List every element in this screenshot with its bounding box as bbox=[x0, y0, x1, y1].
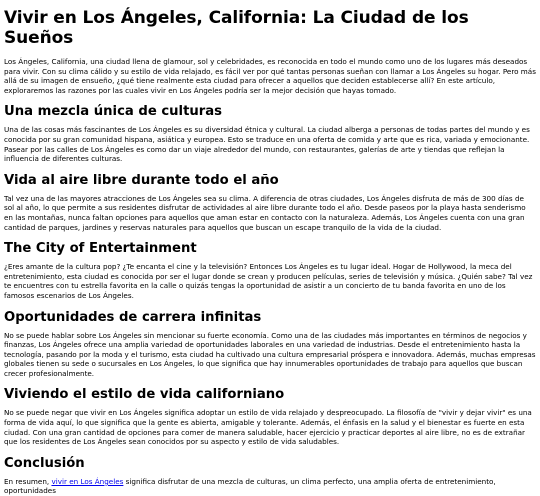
conclusion-text-before-link: En resumen, bbox=[4, 476, 52, 486]
living-in-la-link[interactable]: vivir en Los Ángeles bbox=[51, 476, 124, 486]
section-body-conclusion bbox=[4, 477, 536, 496]
section-heading-entertainment: The City of Entertainment bbox=[4, 241, 197, 257]
section-heading-career: Oportunidades de carrera infinitas bbox=[4, 309, 262, 325]
intro-paragraph: Los Ángeles, California, una ciudad llena de glamour, sol y celebridades, es reconocida en todo el mundo como uno de los lugares más deseados para vivir. Con su clima cálido y su estilo de vida relajado, es fácil ver por qué tantas personas sueñan con llamar a Los Ángeles su hogar. Pero más allá de su imagen de ensueño, ¿qué tiene realmente esta ciudad para ofrecer a aquellos que deciden establecerse allí? En este artículo, exploraremos las razones por las cuales vivir en Los Ángeles podría ser la mejor decisión que hayas tomado. bbox=[4, 57, 536, 95]
section-heading-cultures: Una mezcla única de culturas bbox=[4, 104, 223, 120]
section-heading-outdoor-life: Vida al aire libre durante todo el año bbox=[4, 172, 279, 188]
section-heading-lifestyle: Viviendo el estilo de vida californiano bbox=[4, 387, 285, 403]
section-body-cultures: Una de las cosas más fascinantes de Los Ángeles es su diversidad étnica y cultural. La ciudad alberga a personas de todas partes del mundo y es conocida por su gran comunidad hispana, asiática y europea. Esto se traduce en una oferta de comida y arte que es rica, variada y emocionante. Pasear por las calles de Los Ángeles es como dar un viaje alrededor del mundo, con restaurantes, galerías de arte y tiendas que reflejan la influencia de diferentes culturas. bbox=[4, 125, 530, 164]
section-body-entertainment: ¿Eres amante de la cultura pop? ¿Te encanta el cine y la televisión? Entonces Los Ángeles es tu lugar ideal. Hogar de Hollywood, la meca del entretenimiento, esta ciudad es conocida por ser el lugar donde se crean y producen películas, series de televisión y música. ¿Quién sabe? Tal vez te encuentres con tu estrella favorita en la calle o quizás tengas la oportunidad de asistir a un concierto de tu banda favorita en uno de los famosos escenarios de Los Ángeles. bbox=[4, 262, 533, 300]
section-body-lifestyle: No se puede negar que vivir en Los Ángeles significa adoptar un estilo de vida relajado y despreocupado. La filosofía de "vivir y dejar vivir" es una forma de vida aquí, lo que significa que la gente es abierta, amigable y tolerante. Además, el énfasis en la salud y el bienestar es fuerte en esta ciudad. Con una gran cantidad de opciones para comer de manera saludable, hacer ejercicio y practicar deportes al aire libre, no es de extrañar que los residentes de Los Ángeles sean conocidos por su aspecto y estilo de vida saludables. bbox=[4, 408, 532, 447]
section-body-outdoor-life: Tal vez una de las mayores atracciones de Los Ángeles sea su clima. A diferencia de otras ciudades, Los Ángeles disfruta de más de 300 días de sol al año, lo que permite a sus residentes disfrutar de actividades al aire libre durante todo el año. Desde paseos por la playa hasta senderismo en las montañas, nunca faltan opciones para aquellos que aman estar en contacto con la naturaleza. Además, Los Ángeles cuenta con una gran cantidad de parques, jardines y reservas naturales para aquellos que buscan un escape tranquilo de la vida de la ciudad. bbox=[4, 193, 526, 232]
section-body-career: No se puede hablar sobre Los Ángeles sin mencionar su fuerte economía. Como una de las ciudades más importantes en términos de negocios y finanzas, Los Ángeles ofrece una amplia variedad de oportunidades laborales en una variedad de industrias. Desde el entretenimiento hasta la tecnología, pasando por la moda y el turismo, esta ciudad ha cultivado una cultura empresarial próspera e innovadora. Además, muchas empresas globales tienen su sede o sucursales en Los Ángeles, lo que significa que hay innumerables oportunidades de trabajo para aquellos que buscan crecer profesionalmente. bbox=[4, 330, 536, 378]
conclusion-text-after-link: significa disfrutar de una mezcla de culturas, un clima perfecto, una amplia oferta de entretenimiento, oportunidades bbox=[4, 476, 496, 496]
section-heading-conclusion: Conclusión bbox=[4, 455, 85, 471]
article-title: Vivir en Los Ángeles, California: La Ciudad de los Sueños bbox=[4, 8, 469, 48]
